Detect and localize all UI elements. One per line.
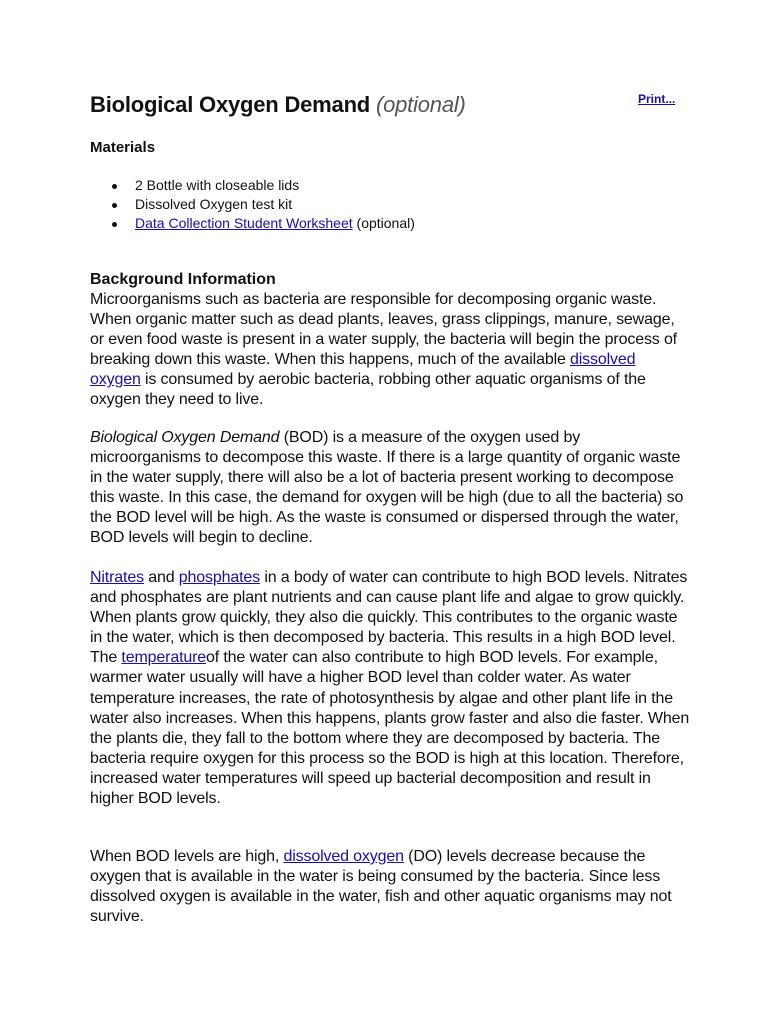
nitrates-link[interactable]: Nitrates bbox=[90, 569, 144, 586]
paragraph-text: is consumed by aerobic bacteria, robbing other aquatic organisms of the oxygen they need to live. bbox=[90, 371, 646, 409]
paragraph-microorganisms bbox=[90, 290, 690, 411]
paragraph-text: (DO) levels decrease because the oxygen that is available in the water is being consumed by the bacteria. Since less dissolved oxygen is available in the water, fish and other aquatic organisms may not survive. bbox=[90, 848, 672, 926]
dissolved-oxygen-link[interactable]: dissolved oxygen bbox=[90, 351, 636, 389]
bod-term: Biological Oxygen Demand bbox=[90, 429, 280, 446]
paragraph-text: and bbox=[143, 569, 179, 586]
paragraph-text: of the water can also contribute to high BOD levels. For example, warmer water usually will have a higher BOD level than colder water. As water temperature increases, the rate of photosynthesis by algae and other plant life in the water also increases. When this happens, plants grow faster and also die faster. When the plants die, they fall to the bottom where they are decomposed by bacteria. The bacteria require oxygen for this process so the BOD is high at this location. Therefore, increased water temperatures will speed up bacterial decomposition and result in higher BOD levels. bbox=[90, 649, 690, 808]
print-link[interactable]: Print... bbox=[638, 92, 676, 106]
list-item-text: Dissolved Oxygen test kit bbox=[135, 196, 293, 212]
list-item bbox=[135, 195, 415, 214]
materials-list bbox=[90, 176, 415, 233]
list-item-suffix: (optional) bbox=[352, 215, 415, 231]
paragraph-nutrients bbox=[90, 568, 690, 809]
dissolved-oxygen-link-2[interactable]: dissolved oxygen bbox=[283, 848, 404, 865]
page-title bbox=[90, 92, 466, 118]
phosphates-link[interactable]: phosphates bbox=[178, 569, 261, 586]
list-item-text: 2 Bottle with closeable lids bbox=[135, 177, 300, 193]
materials-heading: Materials bbox=[90, 139, 156, 156]
paragraph-text: When BOD levels are high, bbox=[90, 848, 284, 865]
temperature-link[interactable]: temperature bbox=[121, 649, 207, 667]
list-item bbox=[135, 176, 415, 195]
background-heading: Background Information bbox=[90, 271, 276, 288]
paragraph-bod-definition bbox=[90, 428, 690, 549]
paragraph-text: in a body of water can contribute to high BOD levels. Nitrates and phosphates are plant nutrients and can cause plant life and algae to grow quickly. When plants grow quickly, they also die quickly. This contributes to the organic waste in the water, which is then decomposed by bacteria. This results in a high BOD level. The bbox=[90, 569, 688, 667]
page-title-optional: (optional) bbox=[375, 92, 466, 117]
paragraph-dissolved-oxygen bbox=[90, 847, 690, 927]
worksheet-link[interactable]: Data Collection Student Worksheet bbox=[135, 215, 353, 231]
list-item bbox=[135, 214, 415, 233]
page-title-text: Biological Oxygen Demand bbox=[90, 92, 371, 117]
paragraph-text: (BOD) is a measure of the oxygen used by microorganisms to decompose this waste. If there is a large quantity of organic waste in the water supply, there will also be a lot of bacteria present working to decompose this waste. In this case, the demand for oxygen will be high (due to all the bacteria) so the BOD level will be high. As the waste is consumed or dispersed through the water, BOD levels will begin to decline. bbox=[90, 429, 684, 547]
paragraph-text: Microorganisms such as bacteria are responsible for decomposing organic waste. When organic matter such as dead plants, leaves, grass clippings, manure, sewage, or even food waste is present in a water supply, the bacteria will begin the process of breaking down this waste. When this happens, much of the available bbox=[90, 291, 677, 369]
